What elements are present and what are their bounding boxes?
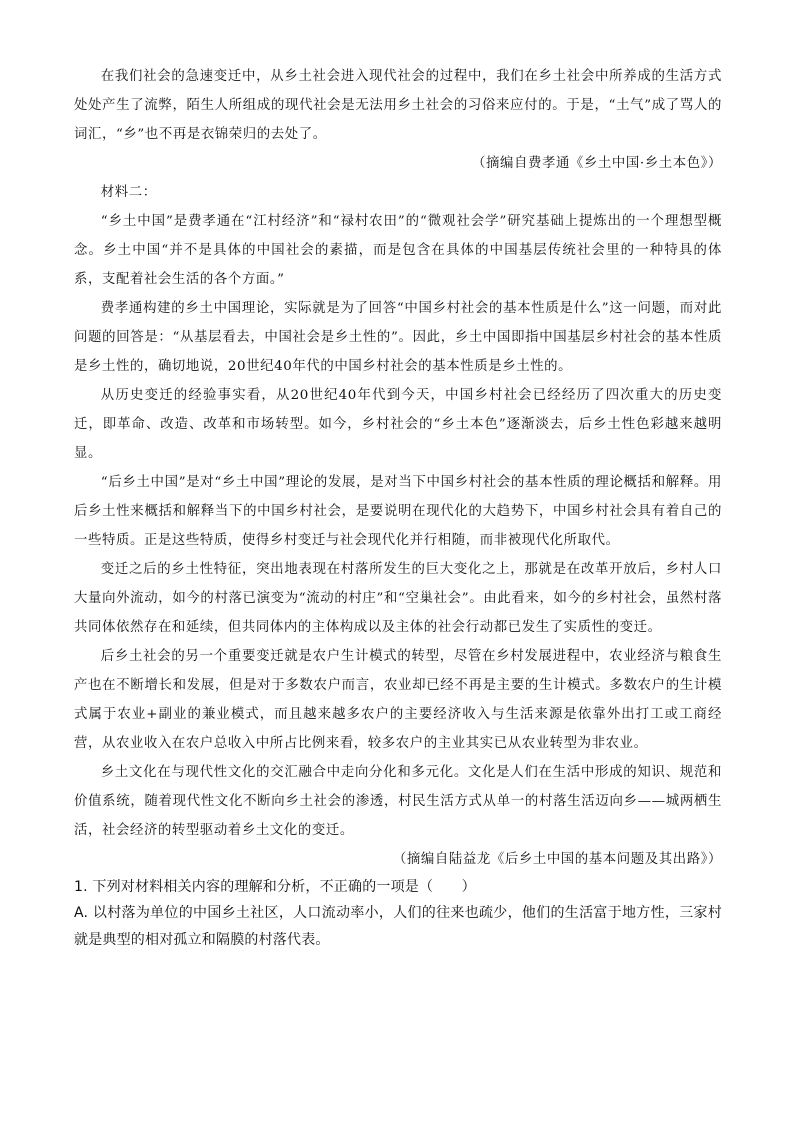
material1-closing-paragraph: 在我们社会的急速变迁中，从乡土社会进入现代社会的过程中，我们在乡土社会中所养成的生活方式处处产生了流弊，陌生人所组成的现代社会是无法用乡土社会的习俗来应付的。于是，“土气”成了骂人的词汇，“乡”也不再是衣锦荣归的去处了。 (74, 69, 722, 142)
material2-paragraph: 变迁之后的乡土性特征，突出地表现在村落所发生的巨大变化之上，那就是在改革开放后，乡村人口大量向外流动，如今的村落已演变为“流动的村庄”和“空巢社会”。由此看来，如今的乡村社会，虽然村落共同体依然存在和延续，但共同体内的主体构成以及主体的社会行动都已发生了实质性的变迁。 (74, 562, 722, 635)
material2-source: （摘编自陆益龙《后乡土中国的基本问题及其出路》） (392, 852, 722, 867)
material2-label: 材料二： (100, 185, 157, 200)
material2-paragraph: “后乡土中国”是对“乡土中国”理论的发展，是对当下中国乡村社会的基本性质的理论概括和解释。用后乡土性来概括和解释当下的中国乡村社会，是要说明在现代化的大趋势下，中国乡村社会具有着自己的一些特质。正是这些特质，使得乡村变迁与社会现代化并行相随，而非被现代化所取代。 (74, 475, 722, 548)
material2-paragraph: “乡土中国”是费孝通在“江村经济”和“禄村农田”的“微观社会学”研究基础上提炼出的一个理想型概念。乡土中国“并不是具体的中国社会的素描，而是包含在具体的中国基层传统社会里的一种特具的体系，支配着社会生活的各个方面。” (74, 214, 722, 287)
material2-paragraph: 后乡土社会的另一个重要变迁就是农户生计模式的转型，尽管在乡村发展进程中，农业经济与粮食生产也在不断增长和发展，但是对于多数农户而言，农业却已经不再是主要的生计模式。多数农户的生计模式属于农业+副业的兼业模式，而且越来越多农户的主要经济收入与生活来源是依靠外出打工或工商经营，从农业收入在农户总收入中所占比例来看，较多农户的主业其实已从农业转型为非农业。 (74, 649, 722, 751)
material2-paragraph: 费孝通构建的乡土中国理论，实际就是为了回答“中国乡村社会的基本性质是什么”这一问题，而对此问题的回答是：“从基层看去，中国社会是乡土性的”。因此，乡土中国即指中国基层乡村社会的基本性质是乡土性的，确切地说，20世纪40年代的中国乡村社会的基本性质是乡土性的。 (74, 301, 722, 374)
material2-paragraph: 乡土文化在与现代性文化的交汇融合中走向分化和多元化。文化是人们在生活中形成的知识、规范和价值系统，随着现代性文化不断向乡土社会的渗透，村民生活方式从单一的村落生活迈向乡——城两栖生活，社会经济的转型驱动着乡土文化的变迁。 (74, 765, 722, 838)
question-1-option-a: A. 以村落为单位的中国乡土社区，人口流动率小，人们的往来也疏少，他们的生活富于地方性，三家村就是典型的相对孤立和隔膜的村落代表。 (74, 905, 722, 948)
exam-page (74, 62, 722, 954)
question-1-stem: 1. 下列对材料相关内容的理解和分析，不正确的一项是（ ） (74, 879, 476, 895)
material2-paragraph: 从历史变迁的经验事实看，从20世纪40年代到今天，中国乡村社会已经经历了四次重大的历史变迁，即革命、改造、改革和市场转型。如今，乡村社会的“乡土本色”逐渐淡去，后乡土性色彩越来越明显。 (74, 388, 722, 461)
material1-source: （摘编自费孝通《乡土中国·乡土本色》） (472, 156, 722, 171)
